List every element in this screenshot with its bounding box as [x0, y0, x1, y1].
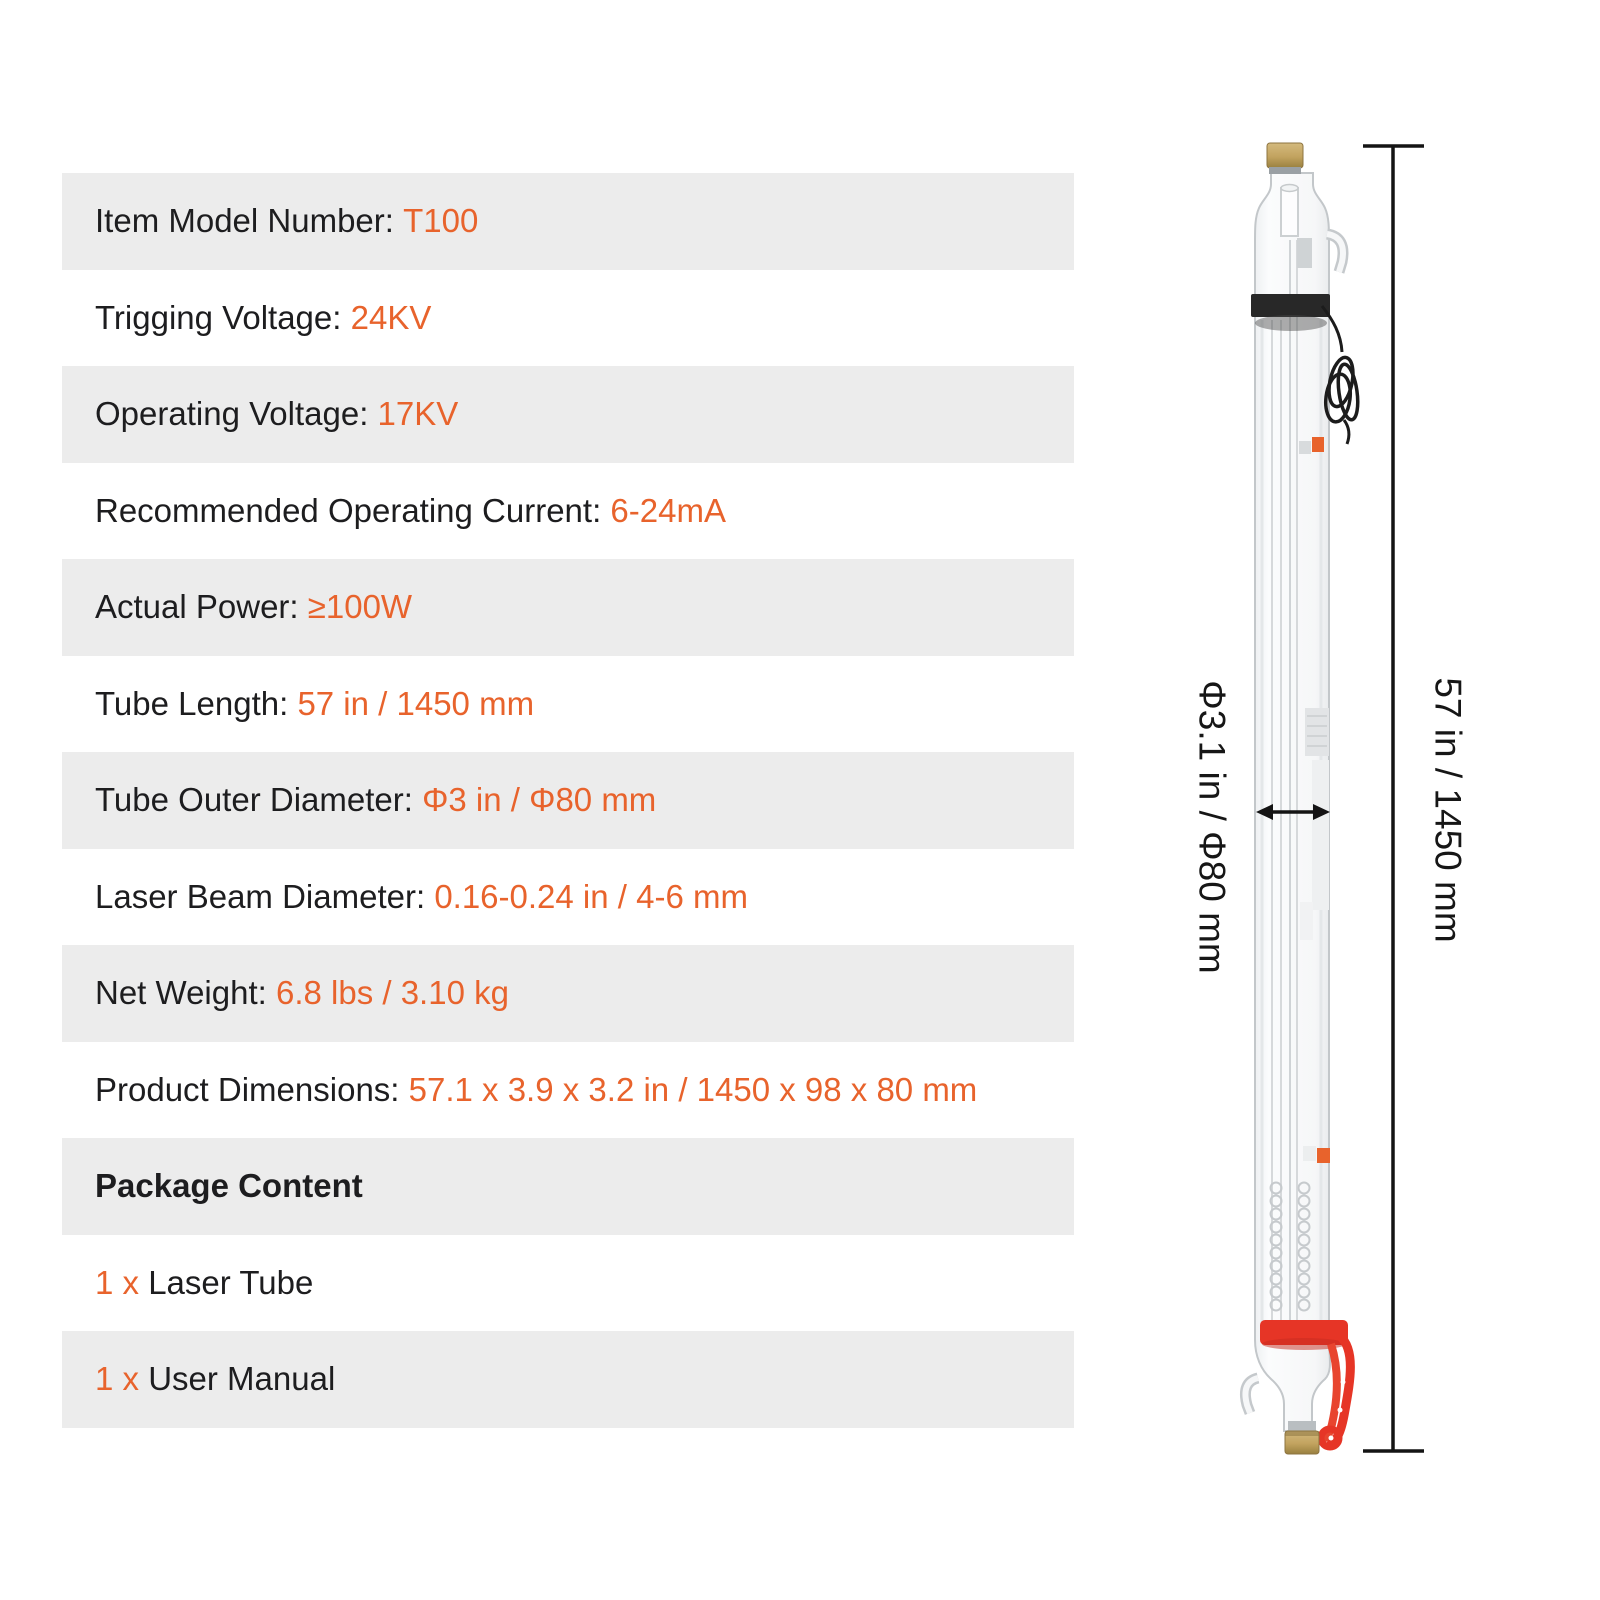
spec-label: User Manual [148, 1360, 336, 1398]
spec-row [62, 366, 1074, 463]
spec-row [62, 1235, 1074, 1332]
spec-row [62, 1042, 1074, 1139]
tube-orange-marker-bottom [1317, 1148, 1330, 1163]
spec-label: Laser Tube [148, 1263, 314, 1301]
spec-quantity: 1 x [95, 1360, 149, 1398]
spec-label: Product Dimensions: [95, 1070, 409, 1108]
spec-row [62, 656, 1074, 753]
tube-bottom-collar [1288, 1421, 1316, 1431]
laser-tube-svg [1130, 128, 1510, 1473]
spec-label: Actual Power: [95, 588, 308, 626]
spec-row [62, 463, 1074, 560]
spec-label: Net Weight: [95, 974, 276, 1012]
spec-label: Recommended Operating Current: [95, 491, 611, 529]
spec-value: 0.16-0.24 in / 4-6 mm [434, 877, 748, 915]
spec-row [62, 559, 1074, 656]
spec-label: Trigging Voltage: [95, 298, 351, 336]
spec-label: Laser Beam Diameter: [95, 877, 435, 915]
spec-row [62, 1331, 1074, 1428]
spec-row [62, 173, 1074, 270]
tube-orange-marker-top [1312, 437, 1324, 452]
spec-label: Package Content [95, 1167, 363, 1205]
spec-list [62, 173, 1074, 1428]
laser-tube-illustration [1245, 143, 1360, 1454]
spec-row [62, 752, 1074, 849]
tube-spec-sticker [1305, 708, 1329, 756]
length-label: 57 in / 1450 mm [1427, 677, 1469, 943]
spec-label: Tube Outer Diameter: [95, 781, 423, 819]
length-dimension-line [1363, 146, 1424, 1451]
tube-inner-electrode-cap [1281, 185, 1298, 192]
tube-inner-electrode [1281, 188, 1298, 236]
tube-gray-tag [1297, 238, 1312, 268]
spec-row [62, 945, 1074, 1042]
spec-row-package-content-header [62, 1138, 1074, 1235]
tube-long-sticker [1312, 760, 1329, 910]
tube-black-band [1251, 294, 1330, 331]
spec-value: 6-24mA [610, 491, 726, 529]
spec-value: T100 [403, 202, 479, 240]
spec-value: 57 in / 1450 mm [297, 684, 535, 722]
laser-tube-diagram [1130, 128, 1510, 1473]
spec-label: Item Model Number: [95, 202, 404, 240]
spec-value: ≥100W [307, 588, 413, 626]
diameter-label: Φ3.1 in / Φ80 mm [1191, 680, 1233, 974]
spec-row [62, 270, 1074, 367]
spec-value: Φ3 in / Φ80 mm [422, 781, 657, 819]
spec-label: Tube Length: [95, 684, 298, 722]
tube-small-tag [1299, 441, 1311, 454]
tube-top-cap [1267, 143, 1303, 174]
spec-label: Operating Voltage: [95, 395, 378, 433]
spec-value: 17KV [377, 395, 459, 433]
tube-small-tag-bottom [1303, 1146, 1316, 1161]
tube-white-tag [1300, 902, 1313, 940]
spec-quantity: 1 x [95, 1263, 149, 1301]
spec-value: 57.1 x 3.9 x 3.2 in / 1450 x 98 x 80 mm [408, 1070, 978, 1108]
spec-row [62, 849, 1074, 946]
spec-value: 6.8 lbs / 3.10 kg [275, 974, 509, 1012]
tube-bottom-cap [1285, 1431, 1319, 1454]
spec-value: 24KV [350, 298, 432, 336]
